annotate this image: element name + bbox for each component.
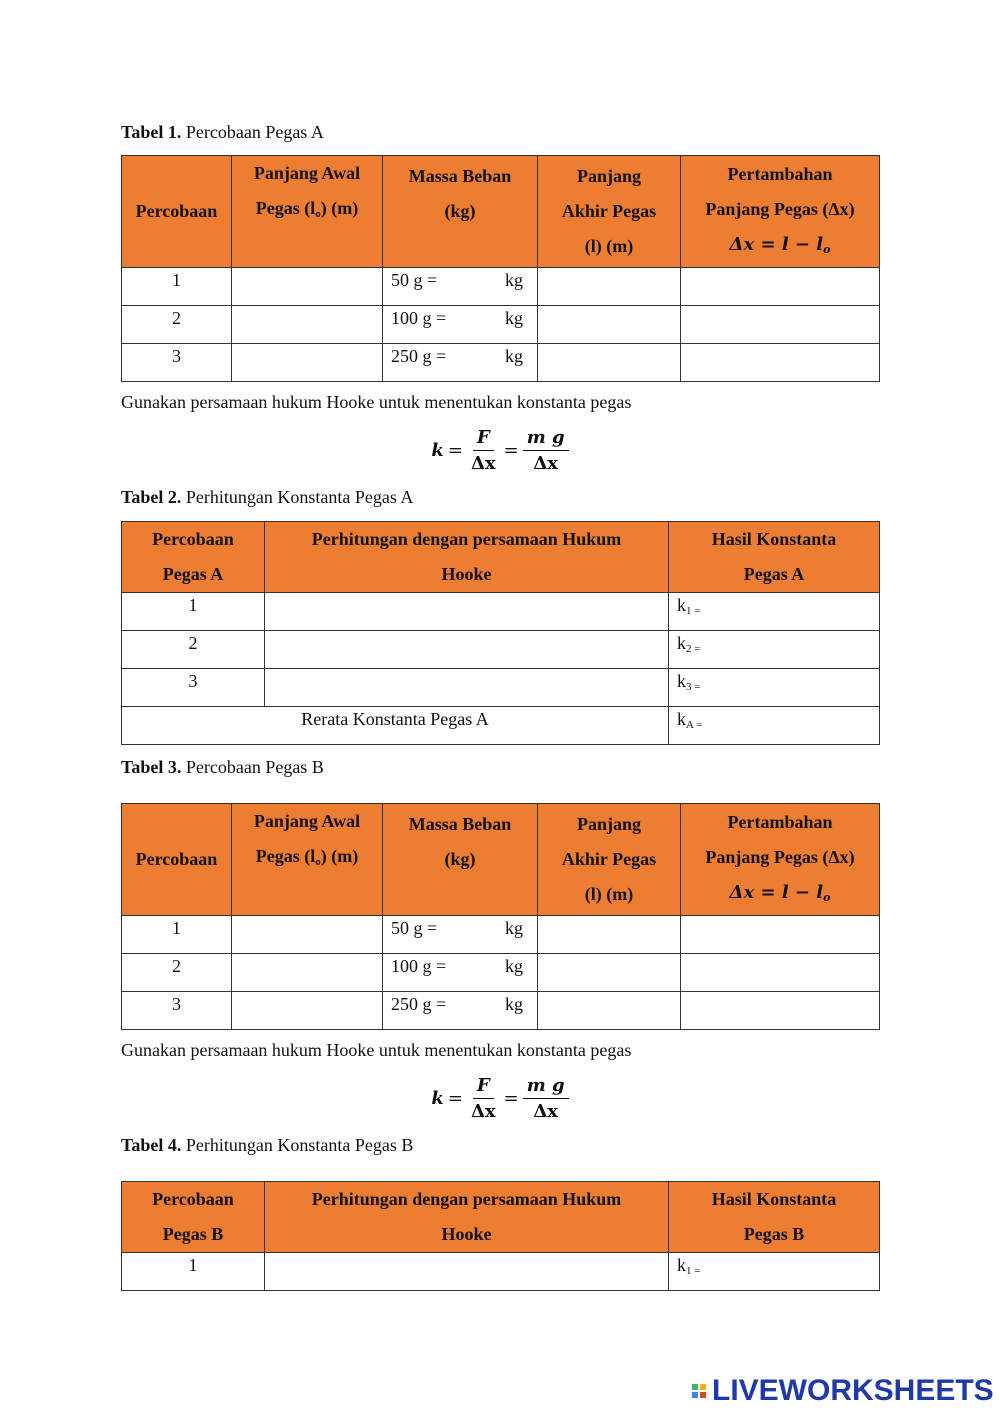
logo-square-red [700,1392,706,1398]
perhitungan-input[interactable] [265,593,669,631]
table-row: 1 $k_{1 =}$ [122,593,880,631]
logo-mark-icon [692,1384,706,1398]
hooke-formula-1: k = $\frac{F}{\Delta x}$ = $\frac{\text{m g}}{\Delta x}$ [0,427,1000,474]
table3-caption: Tabel 3. Percobaan Pegas B [121,757,324,777]
table-row: 1 50 g = kg [122,916,880,954]
instruction-text-1: Gunakan persamaan hukum Hooke untuk menentukan konstanta pegas [121,392,632,412]
panjang-akhir-input[interactable] [538,916,681,954]
panjang-awal-input[interactable] [232,954,383,992]
header-panjang-akhir: Panjang Akhir Pegas (l) (m) [538,156,681,268]
rerata-konstanta-input[interactable]: $k_{A =}$ [669,707,880,745]
panjang-akhir-input[interactable] [538,954,681,992]
panjang-awal-input[interactable] [232,344,383,382]
logo-square-yellow [700,1384,706,1390]
panjang-awal-input[interactable] [232,268,383,306]
panjang-akhir-input[interactable] [538,992,681,1030]
table-row: 3 $k_{3 =}$ [122,669,880,707]
table1-caption-title: Percobaan Pegas A [181,122,324,142]
table2-caption: Tabel 2. Perhitungan Konstanta Pegas A [121,487,414,507]
header-pertambahan: Pertambahan Panjang Pegas (Δx) $\Delta x = l - l_o$ [681,156,880,268]
konstanta-input[interactable]: $k_{3 =}$ [669,669,880,707]
pertambahan-input[interactable] [681,954,880,992]
perhitungan-input[interactable] [265,669,669,707]
panjang-akhir-input[interactable] [538,344,681,382]
table-row: 1 50 g = kg [122,268,880,306]
table3-percobaan-pegas-b [121,803,880,1030]
table2-konstanta-pegas-a [121,521,880,745]
pertambahan-input[interactable] [681,268,880,306]
logo-square-green [692,1384,698,1390]
table-row: 2 100 g = kg [122,954,880,992]
table2-header-row: Percobaan Pegas A Perhitungan dengan persamaan Hukum Hooke Hasil Konstanta Pegas A [122,522,880,593]
konstanta-input[interactable]: $k_{1 =}$ [669,1253,880,1291]
logo-text: LIVEWORKSHEETS [712,1374,994,1407]
table4-header-row: Percobaan Pegas B Perhitungan dengan persamaan Hukum Hooke Hasil Konstanta Pegas B [122,1182,880,1253]
table1-header-row [122,156,880,268]
pertambahan-input[interactable] [681,992,880,1030]
panjang-awal-input[interactable] [232,992,383,1030]
konstanta-input[interactable]: $k_{2 =}$ [669,631,880,669]
perhitungan-input[interactable] [265,631,669,669]
instruction-text-2: Gunakan persamaan hukum Hooke untuk menentukan konstanta pegas [121,1040,632,1060]
panjang-akhir-input[interactable] [538,268,681,306]
hooke-formula-2: k = $\frac{F}{\Delta x}$ = $\frac{\text{m g}}{\Delta x}$ [0,1075,1000,1122]
table1-caption-number: Tabel 1. [121,122,182,142]
table1-caption [121,122,324,143]
panjang-awal-input[interactable] [232,306,383,344]
pertambahan-input[interactable] [681,916,880,954]
panjang-awal-input[interactable] [232,916,383,954]
table-row: 2 $k_{2 =}$ [122,631,880,669]
liveworksheets-logo [692,1374,994,1408]
panjang-akhir-input[interactable] [538,306,681,344]
table4-konstanta-pegas-b [121,1181,880,1291]
konstanta-input[interactable]: $k_{1 =}$ [669,593,880,631]
table-row: 1 $k_{1 =}$ [122,1253,880,1291]
header-panjang-awal: Panjang Awal Pegas $(l_o)$ (m) [232,156,383,268]
logo-square-blue [692,1392,698,1398]
perhitungan-input[interactable] [265,1253,669,1291]
header-percobaan: Percobaan [122,156,232,268]
table4-caption: Tabel 4. Perhitungan Konstanta Pegas B [121,1135,414,1155]
average-row: Rerata Konstanta Pegas A $k_{A =}$ [122,707,880,745]
header-massa-beban: Massa Beban (kg) [383,156,538,268]
table-row: 3 250 g = kg [122,992,880,1030]
table-row: 2 100 g = kg [122,306,880,344]
table-row: 3 250 g = kg [122,344,880,382]
table3-header-row: Percobaan Panjang Awal Pegas $(l_o)$ (m) Massa Beban (kg) Panjang Akhir Pegas (l) (m) Pertambahan Panjang Pegas (Δx) $\Delta x = l - l_o$ [122,804,880,916]
pertambahan-input[interactable] [681,344,880,382]
table1-percobaan-pegas-a [121,155,880,382]
pertambahan-input[interactable] [681,306,880,344]
